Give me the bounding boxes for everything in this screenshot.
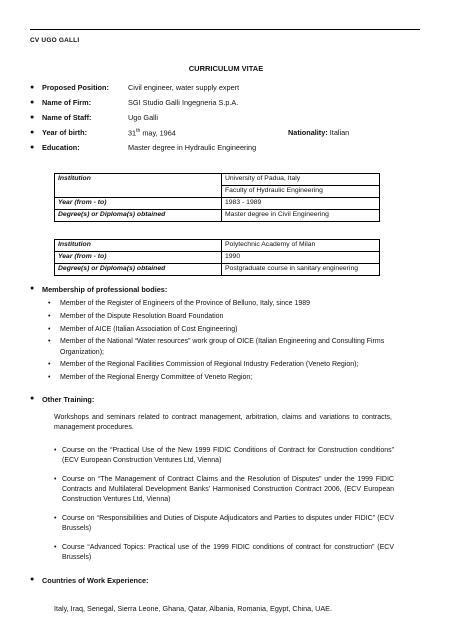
- birth-day-suffix: th: [136, 128, 141, 134]
- table-cell-label: Year (from - to): [55, 198, 222, 210]
- section-title: Countries of Work Experience:: [42, 576, 149, 585]
- field-proposed-position: [30, 83, 239, 92]
- education-table-2: [54, 239, 380, 276]
- bullet-icon: ●: [30, 395, 35, 402]
- list-item: • Member of the Regional Energy Committee of Veneto Region;: [48, 373, 396, 383]
- field-name-of-firm: [30, 98, 238, 107]
- list-item: • Member of the Dispute Resolution Board Foundation: [48, 312, 396, 322]
- birth-rest: may, 1964: [140, 128, 176, 138]
- list-item: • Course on “The Management of Contract Claims and the Resolution of Disputes” under the 1999 FIDIC Contracts and Multilateral Development Banks’ Harmonised Construction Contract 2006, (ECV European Construction Ventures Ltd, Vienna): [54, 475, 394, 506]
- page-header: CV UGO GALLI: [30, 37, 80, 44]
- table-cell-label: Year (from - to): [55, 252, 222, 264]
- field-label: Name of Firm:: [42, 98, 92, 107]
- field-education: [30, 143, 256, 152]
- table-cell-value: University of Padua, Italy: [222, 174, 380, 186]
- training-list: [54, 446, 394, 572]
- table-cell-label: Institution: [55, 240, 222, 252]
- nationality-label: Nationality:: [288, 128, 328, 138]
- table-cell-value: 1990: [222, 252, 380, 264]
- education-table-1: [54, 173, 380, 222]
- list-item: • Member of the Regional Facilities Commission of Regional Industry Federation (Veneto Region);: [48, 360, 396, 370]
- field-year-of-birth: [30, 128, 410, 137]
- birth-value: [128, 128, 176, 137]
- table-cell-value: 1983 - 1989: [222, 198, 380, 210]
- table-cell-label: Degree(s) or Diploma(s) obtained: [55, 210, 222, 222]
- bullet-icon: ●: [30, 144, 35, 151]
- table-cell-value: Faculty of Hydraulic Engineering: [222, 186, 380, 198]
- field-name-of-staff: [30, 113, 158, 122]
- bullet-icon: ●: [30, 576, 35, 583]
- table-cell-label: Degree(s) or Diploma(s) obtained: [55, 264, 222, 276]
- table-cell-value: Polytechnic Academy of Milan: [222, 240, 380, 252]
- list-item: • Member of AICE (Italian Association of Cost Engineering): [48, 325, 396, 335]
- field-label: Name of Staff:: [42, 113, 92, 122]
- table-cell-value: Master degree in Civil Engineering: [222, 210, 380, 222]
- bullet-icon: ●: [30, 84, 35, 91]
- bullet-icon: ●: [30, 99, 35, 106]
- header-rule: [30, 29, 420, 30]
- table-cell-label: Institution: [55, 174, 222, 198]
- field-label: Year of birth:: [42, 128, 88, 138]
- list-item: • Course “Advanced Topics: Practical use of the 1999 FIDIC conditions of contract for construction” (ECV Brussels): [54, 543, 394, 563]
- list-item: • Course on “Responsibilities and Duties of Dispute Adjudicators and Parties to disputes under FIDIC” (ECV Brussels): [54, 514, 394, 534]
- membership-heading: [30, 285, 167, 294]
- field-value: Ugo Galli: [128, 113, 159, 122]
- list-item: • Member of the Register of Engineers of the Province of Belluno, Italy, since 1989: [48, 299, 396, 309]
- field-label: Education:: [42, 143, 80, 152]
- table-cell-value: Postgraduate course in sanitary engineering: [222, 264, 380, 276]
- list-item: • Course on the “Practical Use of the New 1999 FIDIC Conditions of Contract for Construction conditions” (ECV European Construction Ventures Ltd, Vienna): [54, 446, 394, 466]
- nationality: [288, 128, 349, 137]
- field-value: Master degree in Hydraulic Engineering: [128, 143, 257, 152]
- field-value: Civil engineer, water supply expert: [128, 83, 240, 92]
- training-heading: [30, 395, 94, 404]
- birth-day: 31: [128, 128, 137, 138]
- training-intro: Workshops and seminars related to contract management, arbitration, claims and variations to contracts, management procedures.: [54, 414, 392, 432]
- nationality-value: Italian: [327, 128, 350, 138]
- field-value: SGI Studio Galli Ingegneria S.p.A.: [128, 98, 239, 107]
- bullet-icon: ●: [30, 285, 35, 292]
- list-item: • Member of the National “Water resources” work group of OICE (Italian Engineering and Consulting Firms Organization);: [48, 337, 396, 357]
- countries-heading: [30, 576, 149, 585]
- bullet-icon: ●: [30, 129, 35, 137]
- bullet-icon: ●: [30, 114, 35, 121]
- countries-value: Italy, Iraq, Senegal, Sierra Leone, Ghana, Qatar, Albania, Romania, Egypt, China, UAE.: [54, 604, 332, 613]
- section-title: Other Training:: [42, 395, 95, 404]
- page-title: CURRICULUM VITAE: [188, 64, 264, 73]
- field-label: Proposed Position:: [42, 83, 109, 92]
- section-title: Membership of professional bodies:: [42, 285, 168, 294]
- membership-list: [48, 299, 396, 386]
